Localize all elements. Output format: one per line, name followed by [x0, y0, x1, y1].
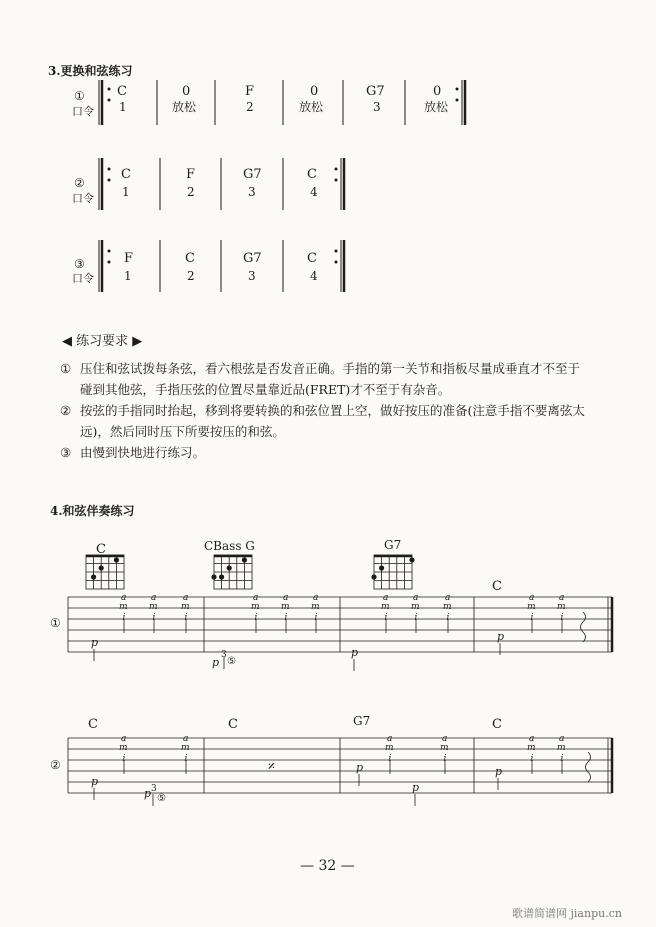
repeat-dot — [335, 250, 338, 253]
finger-m: m — [381, 602, 390, 612]
requirements-title-text: 练习要求 — [76, 334, 129, 349]
requirements-title: ◀ 练习要求 ▶ — [62, 334, 143, 349]
finger-a: a — [121, 734, 127, 744]
count-text: 2 — [187, 269, 195, 283]
finger-i: i — [530, 613, 534, 623]
finger-i: i — [254, 613, 258, 623]
exercise-1-label: 口令 — [72, 105, 94, 118]
finger-m: m — [181, 602, 190, 612]
finger-m: m — [119, 602, 128, 612]
chord-symbol: C — [492, 579, 502, 594]
finger-i: i — [414, 613, 418, 623]
finger-m: m — [557, 602, 566, 612]
chord-symbol: G7 — [366, 84, 385, 99]
finger-dot — [91, 574, 96, 579]
finger-i: i — [388, 754, 392, 764]
watermark: 歌谱简谱网 jianpu.cn — [512, 907, 622, 920]
finger-dot — [379, 565, 384, 570]
repeat-dot — [108, 261, 111, 264]
finger-i: i — [152, 613, 156, 623]
finger-m: m — [181, 743, 190, 753]
finger-i: i — [184, 613, 188, 623]
finger-m: m — [119, 743, 128, 753]
finger-i: i — [314, 613, 318, 623]
string-number: ⑤ — [157, 793, 166, 804]
repeat-dot — [108, 168, 111, 171]
finger-a: a — [442, 734, 448, 744]
repeat-dot — [456, 88, 459, 91]
exercise-2-mark: ② — [74, 176, 85, 190]
finger-i: i — [560, 613, 564, 623]
chord-symbol: C — [121, 167, 131, 182]
exercise-3 — [72, 240, 344, 292]
finger-dot — [409, 557, 414, 562]
count-text: 1 — [119, 100, 127, 114]
count-text: 放松 — [424, 100, 449, 114]
count-text: 放松 — [172, 100, 197, 114]
bass-thumb-p: p — [412, 781, 420, 794]
page-number: — 32 — — [300, 858, 355, 874]
finger-dot — [114, 557, 119, 562]
count-text: 放松 — [299, 100, 324, 114]
finger-a: a — [529, 593, 535, 603]
repeat-dot — [108, 99, 111, 102]
finger-a: a — [529, 734, 535, 744]
requirement-line: 由慢到快地进行练习。 — [80, 445, 206, 460]
chord-symbol: F — [186, 167, 196, 182]
bass-thumb-p: p — [497, 630, 505, 643]
requirement-number: ② — [60, 403, 72, 418]
chord-diagram-name: C — [96, 542, 106, 557]
requirement-line: 压住和弦试拨每条弦，看六根弦是否发音正确。手指的第一关节和指板尽量成垂直才不至于 — [80, 361, 581, 376]
chord-symbol: F — [124, 251, 134, 266]
chord-diagram-g7 — [371, 538, 414, 589]
staff-1-mark: ① — [50, 616, 61, 630]
finger-a: a — [183, 593, 189, 603]
chord-symbol: 0 — [433, 84, 442, 99]
bass-thumb-p: p — [356, 761, 364, 774]
finger-i: i — [384, 613, 388, 623]
chord-symbol: 0 — [182, 84, 191, 99]
fret-fingering: 3 — [221, 650, 227, 660]
finger-a: a — [559, 593, 565, 603]
bass-thumb-p: p — [495, 765, 503, 778]
exercise-2 — [72, 158, 344, 210]
chord-symbol: G7 — [353, 714, 371, 728]
repeat-dot — [335, 168, 338, 171]
staff-1-notes — [91, 593, 566, 671]
bass-thumb-p: p — [144, 787, 152, 800]
repeat-dot — [335, 179, 338, 182]
finger-a: a — [183, 734, 189, 744]
exercise-3-label: 口令 — [72, 272, 94, 285]
finger-m: m — [527, 743, 536, 753]
count-text: 1 — [124, 269, 132, 283]
finger-dot — [242, 557, 247, 562]
chord-symbol: G7 — [243, 167, 262, 182]
chord-symbol: C — [307, 167, 317, 182]
finger-dot — [227, 565, 232, 570]
finger-i: i — [284, 613, 288, 623]
finger-a: a — [559, 734, 565, 744]
finger-m: m — [385, 743, 394, 753]
finger-m: m — [149, 602, 158, 612]
count-text: 1 — [122, 185, 130, 199]
finger-a: a — [121, 593, 127, 603]
requirement-line: 远)，然后同时压下所要按压的和弦。 — [80, 424, 285, 439]
measure-repeat-sign: 𝄎 — [268, 759, 275, 775]
count-text: 2 — [246, 100, 254, 114]
chord-diagram-name: G7 — [384, 538, 402, 552]
chord-symbol: C — [492, 717, 502, 732]
staff-2-mark: ② — [50, 758, 61, 772]
arpeggio-mark — [581, 612, 586, 642]
finger-dot — [371, 574, 376, 579]
finger-a: a — [387, 734, 393, 744]
count-text: 3 — [373, 100, 381, 114]
chord-symbol: 0 — [310, 84, 319, 99]
chord-symbol: C — [307, 251, 317, 266]
staff-2-notes — [91, 734, 566, 806]
exercise-3-mark: ③ — [74, 257, 85, 271]
count-text: 4 — [310, 269, 318, 283]
requirement-number: ① — [60, 361, 72, 376]
bass-thumb-p: p — [212, 656, 220, 669]
finger-m: m — [281, 602, 290, 612]
finger-a: a — [283, 593, 289, 603]
chord-symbol: F — [245, 84, 255, 99]
finger-i: i — [443, 754, 447, 764]
finger-a: a — [313, 593, 319, 603]
finger-m: m — [411, 602, 420, 612]
repeat-dot — [335, 261, 338, 264]
chord-diagram-c-bass-g — [204, 539, 255, 589]
bass-thumb-p: p — [91, 775, 99, 788]
requirement-line: 按弦的手指同时抬起，移到将要转换的和弦位置上空，做好按压的准备(注意手指不要离弦太 — [80, 403, 585, 418]
count-text: 2 — [187, 185, 195, 199]
string-number: ⑤ — [227, 656, 236, 667]
finger-m: m — [251, 602, 260, 612]
exercise-1-mark: ① — [74, 89, 85, 103]
finger-a: a — [445, 593, 451, 603]
finger-m: m — [443, 602, 452, 612]
bass-thumb-p: p — [91, 636, 99, 649]
finger-m: m — [311, 602, 320, 612]
finger-i: i — [530, 754, 534, 764]
requirement-line: 碰到其他弦，手指压弦的位置尽量靠近品(FRET)才不至于有杂音。 — [80, 382, 451, 397]
repeat-dot — [108, 88, 111, 91]
repeat-dot — [108, 250, 111, 253]
chord-diagram-name: CBass G — [204, 539, 255, 553]
finger-a: a — [151, 593, 157, 603]
finger-a: a — [383, 593, 389, 603]
arpeggio-mark — [586, 752, 591, 782]
repeat-dot — [108, 179, 111, 182]
repeat-dot — [456, 99, 459, 102]
requirement-number: ③ — [60, 445, 72, 460]
count-text: 3 — [248, 185, 256, 199]
chord-diagram-c — [86, 542, 124, 589]
finger-m: m — [527, 602, 536, 612]
chord-symbol: C — [88, 717, 98, 732]
finger-m: m — [557, 743, 566, 753]
finger-dot — [211, 574, 216, 579]
section3-heading: 3.更换和弦练习 — [48, 64, 133, 78]
chord-symbol: G7 — [243, 251, 262, 266]
fret-fingering: 3 — [151, 784, 157, 794]
exercise-2-label: 口令 — [72, 192, 94, 205]
finger-i: i — [122, 613, 126, 623]
finger-m: m — [440, 743, 449, 753]
bass-thumb-p: p — [351, 646, 359, 659]
finger-a: a — [413, 593, 419, 603]
chord-symbol: C — [185, 251, 195, 266]
finger-i: i — [560, 754, 564, 764]
finger-i: i — [184, 754, 188, 764]
chord-symbol: C — [228, 717, 238, 732]
finger-a: a — [253, 593, 259, 603]
finger-i: i — [122, 754, 126, 764]
finger-dot — [219, 574, 224, 579]
finger-i: i — [446, 613, 450, 623]
chord-symbol: C — [117, 84, 127, 99]
count-text: 4 — [310, 185, 318, 199]
section4-heading: 4.和弦伴奏练习 — [50, 504, 135, 518]
finger-dot — [99, 565, 104, 570]
exercise-1 — [72, 80, 465, 125]
count-text: 3 — [248, 269, 256, 283]
